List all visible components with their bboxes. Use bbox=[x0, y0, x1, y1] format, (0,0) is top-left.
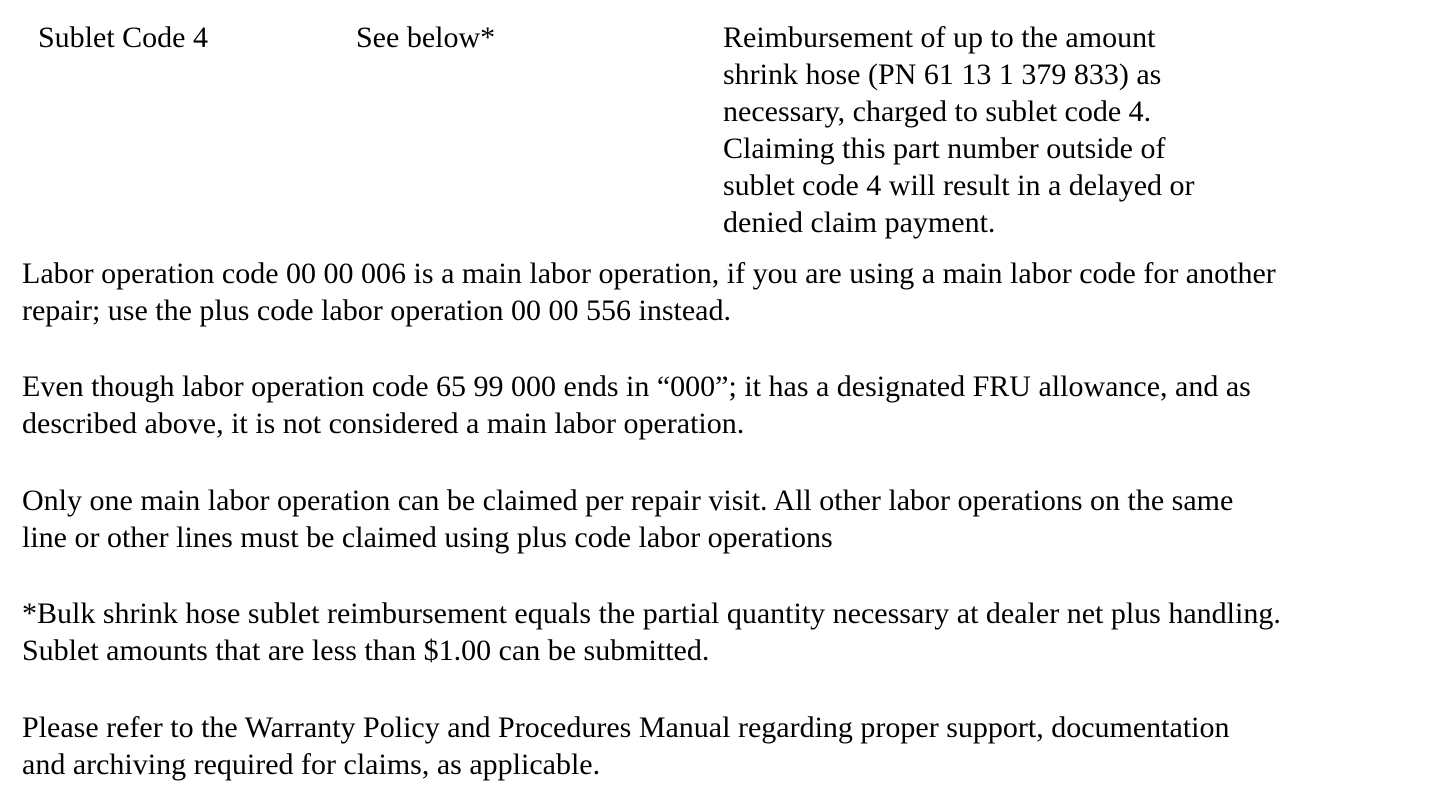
paragraph-bulk-shrink-hose-note bbox=[22, 595, 1447, 669]
paragraph-line: line or other lines must be claimed using plus code labor operations bbox=[22, 521, 833, 554]
description-line: denied claim payment. bbox=[723, 206, 996, 239]
paragraph-line: repair; use the plus code labor operation 00 00 556 instead. bbox=[22, 294, 731, 327]
paragraph-line: Labor operation code 00 00 006 is a main labor operation, if you are using a main labor code for another bbox=[22, 257, 1276, 290]
paragraph-warranty-policy-reference bbox=[22, 709, 1447, 783]
description-line: shrink hose (PN 61 13 1 379 833) as bbox=[723, 58, 1162, 91]
paragraph-main-labor-code bbox=[22, 255, 1447, 329]
description-line: necessary, charged to sublet code 4. bbox=[723, 95, 1152, 128]
paragraph-line: Please refer to the Warranty Policy and Procedures Manual regarding proper support, documentation bbox=[22, 711, 1230, 744]
sublet-table-row bbox=[0, 19, 1456, 241]
paragraph-one-main-labor bbox=[22, 482, 1447, 556]
sublet-amount-cell: See below* bbox=[356, 21, 496, 54]
paragraph-fru-allowance bbox=[22, 368, 1447, 442]
paragraph-line: *Bulk shrink hose sublet reimbursement equals the partial quantity necessary at dealer net plus handling. bbox=[22, 597, 1281, 630]
paragraph-line: Sublet amounts that are less than $1.00 can be submitted. bbox=[22, 634, 710, 667]
description-line: Claiming this part number outside of bbox=[723, 132, 1166, 165]
sublet-description-cell bbox=[723, 19, 1195, 241]
description-line: sublet code 4 will result in a delayed or bbox=[723, 169, 1195, 202]
sublet-code-cell: Sublet Code 4 bbox=[38, 21, 208, 54]
paragraph-line: Even though labor operation code 65 99 000 ends in “000”; it has a designated FRU allowance, and as bbox=[22, 370, 1251, 403]
paragraph-line: and archiving required for claims, as applicable. bbox=[22, 748, 601, 781]
paragraph-line: Only one main labor operation can be claimed per repair visit. All other labor operations on the same bbox=[22, 484, 1234, 517]
paragraph-line: described above, it is not considered a main labor operation. bbox=[22, 407, 745, 440]
description-line: Reimbursement of up to the amount bbox=[723, 21, 1156, 54]
